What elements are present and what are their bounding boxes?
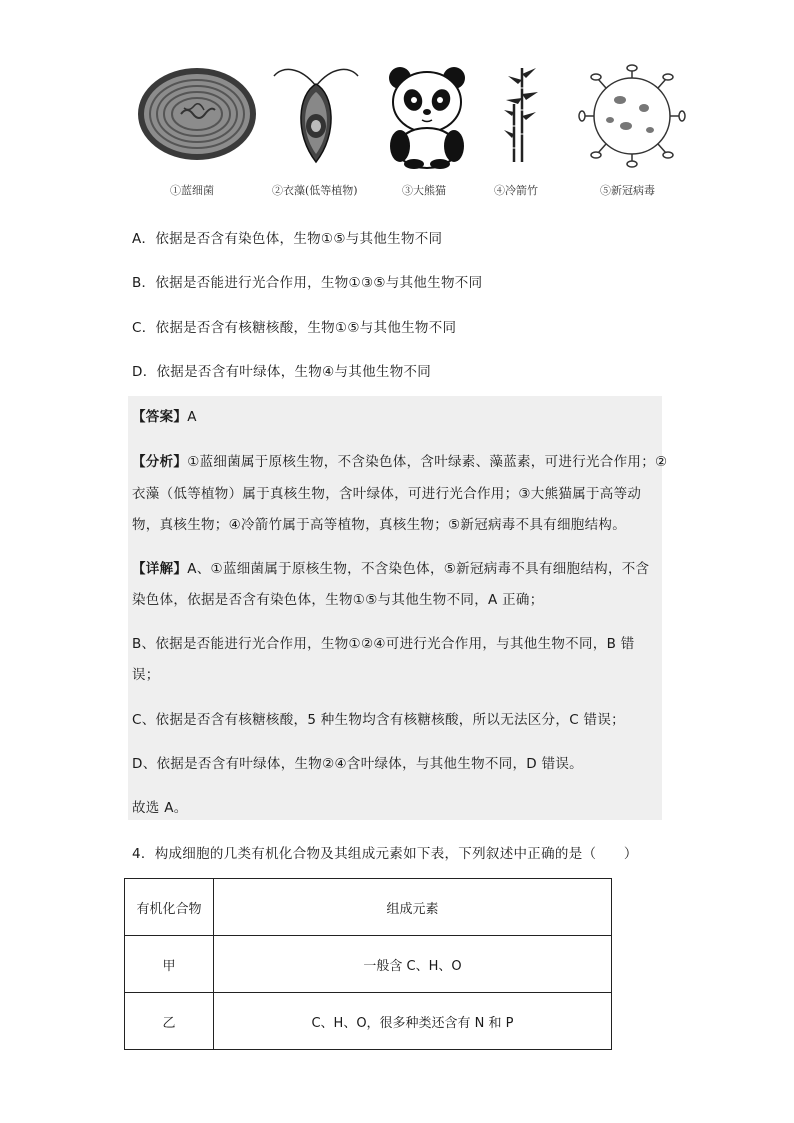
- detail-line-1: [132, 557, 649, 577]
- table-cell: C、H、O，很多种类还含有 N 和 P: [214, 993, 612, 1050]
- option-a: A．依据是否含有染色体，生物①⑤与其他生物不同: [132, 231, 443, 247]
- figure-caption: ③大熊猫: [402, 184, 446, 197]
- analysis-tag: 【分析】: [132, 454, 188, 470]
- detail-line-6: D、依据是否含有叶绿体，生物②④含叶绿体，与其他生物不同，D 错误。: [132, 756, 583, 772]
- answer-tag: 【答案】: [132, 409, 188, 425]
- panda-icon: [386, 64, 468, 169]
- figure-caption: ④冷箭竹: [494, 184, 538, 197]
- analysis-line-1: [132, 450, 667, 470]
- answer-line: [132, 405, 197, 425]
- elements-table: [124, 878, 612, 1050]
- table-header-row: [125, 879, 612, 936]
- figure-caption: ⑤新冠病毒: [600, 184, 655, 197]
- detail-line-4: 误；: [132, 667, 160, 683]
- table-cell: 甲: [125, 936, 214, 993]
- detail-line-3: B、依据是否能进行光合作用，生物①②④可进行光合作用，与其他生物不同，B 错: [132, 636, 635, 652]
- table-cell: 一般含 C、H、O: [214, 936, 612, 993]
- table-row: [125, 936, 612, 993]
- organism-figures: [130, 64, 700, 204]
- bamboo-icon: [502, 64, 542, 164]
- option-d: D．依据是否含有叶绿体，生物④与其他生物不同: [132, 364, 432, 380]
- answer-value: A: [187, 409, 197, 425]
- detail-text: A、①蓝细菌属于原核生物，不含染色体，⑤新冠病毒不具有细胞结构，不含: [187, 561, 650, 577]
- detail-line-7: 故选 A。: [132, 800, 188, 816]
- chlamydomonas-icon: [270, 64, 362, 169]
- table-header-cell: 组成元素: [214, 879, 612, 936]
- figure-caption: ①蓝细菌: [170, 184, 214, 197]
- analysis-line-2: 衣藻（低等植物）属于真核生物，含叶绿体，可进行光合作用；③大熊猫属于高等动: [132, 486, 642, 502]
- option-c: C．依据是否含有核糖核酸，生物①⑤与其他生物不同: [132, 320, 457, 336]
- figure-caption: ②衣藻(低等植物): [272, 184, 358, 197]
- cyanobacteria-icon: [136, 64, 258, 164]
- analysis-text: ①蓝细菌属于原核生物，不含染色体，含叶绿素、藻蓝素，可进行光合作用；②: [187, 454, 668, 470]
- coronavirus-icon: [574, 64, 690, 168]
- detail-line-2: 染色体，依据是否含有染色体，生物①⑤与其他生物不同，A 正确；: [132, 592, 544, 608]
- table-cell: 乙: [125, 993, 214, 1050]
- table-row: [125, 993, 612, 1050]
- analysis-line-3: 物，真核生物；④冷箭竹属于高等植物，真核生物；⑤新冠病毒不具有细胞结构。: [132, 517, 627, 533]
- option-b: B．依据是否能进行光合作用，生物①③⑤与其他生物不同: [132, 275, 483, 291]
- detail-line-5: C、依据是否含有核糖核酸，5 种生物均含有核糖核酸，所以无法区分，C 错误；: [132, 712, 625, 728]
- question-4-text: 4．构成细胞的几类有机化合物及其组成元素如下表，下列叙述中正确的是（ ）: [132, 846, 638, 862]
- table-header-cell: 有机化合物: [125, 879, 214, 936]
- detail-tag: 【详解】: [132, 561, 188, 577]
